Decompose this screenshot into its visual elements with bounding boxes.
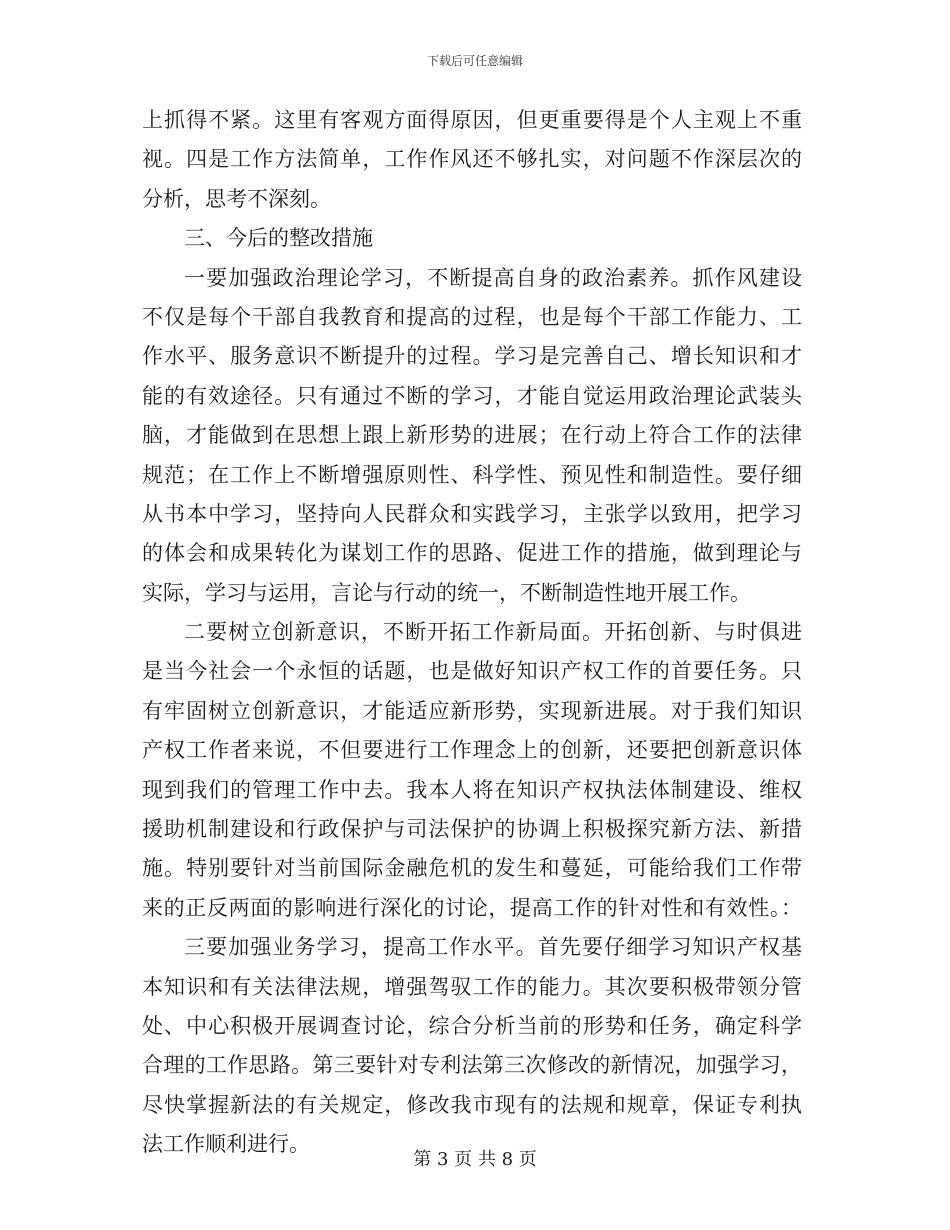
body-text-line: 三、今后的整改措施 [184, 226, 373, 251]
body-text-line: 三要加强业务学习，提高工作水平。首先要仔细学习知识产权基 [184, 935, 802, 960]
body-text-line: 能的有效途径。只有通过不断的学习，才能自觉运用政治理论武装头 [142, 383, 802, 408]
body-text-line: 规范；在工作上不断增强原则性、科学性、预见性和制造性。要仔细 [142, 462, 802, 487]
page-number-footer: 第 3 页 共 8 页 [413, 1149, 537, 1170]
body-text-line: 分析，思考不深刻。 [142, 186, 331, 211]
page-header: 下载后可任意编辑 [426, 54, 523, 68]
body-text-line: 脑，才能做到在思想上跟上新形势的进展；在行动上符合工作的法律 [142, 423, 802, 448]
body-text-line: 二要树立创新意识，不断开拓工作新局面。开拓创新、与时俱进 [184, 620, 802, 645]
body-text-line: 现到我们的管理工作中去。我本人将在知识产权执法体制建设、维权 [142, 777, 802, 802]
body-text-line: 施。特别要针对当前国际金融危机的发生和蔓延，可能给我们工作带 [142, 856, 802, 881]
body-text-line: 上抓得不紧。这里有客观方面得原因，但更重要得是个人主观上不重 [142, 108, 802, 132]
body-text-line: 来的正反两面的影响进行深化的讨论，提高工作的针对性和有效性。： [142, 895, 802, 920]
body-text-line: 合理的工作思路。第三要针对专利法第三次修改的新情况，加强学习， [142, 1053, 802, 1078]
body-text-line: 本知识和有关法律法规，增强驾驭工作的能力。其次要积极带领分管 [142, 974, 802, 999]
body-text-line: 不仅是每个干部自我教育和提高的过程，也是每个干部工作能力、工 [142, 304, 802, 329]
body-text-line: 的体会和成果转化为谋划工作的思路、促进工作的措施，做到理论与 [142, 541, 802, 566]
body-text-line: 视。四是工作方法简单，工作作风还不够扎实，对问题不作深层次的 [142, 147, 802, 172]
body-text-line: 从书本中学习，坚持向人民群众和实践学习，主张学以致用，把学习 [142, 501, 802, 526]
document-body [142, 101, 802, 1165]
body-text-line: 处、中心积极开展调查讨论，综合分析当前的形势和任务，确定科学 [142, 1013, 802, 1038]
body-text-line: 是当今社会一个永恒的话题，也是做好知识产权工作的首要任务。只 [142, 659, 802, 684]
body-text-line: 有牢固树立创新意识，才能适应新形势，实现新进展。对于我们知识 [142, 698, 802, 723]
body-text-line: 实际，学习与运用，言论与行动的统一，不断制造性地开展工作。 [142, 580, 751, 605]
body-text-line: 产权工作者来说，不但要进行工作理念上的创新，还要把创新意识体 [142, 738, 802, 763]
body-text-line: 作水平、服务意识不断提升的过程。学习是完善自己、增长知识和才 [142, 344, 802, 369]
body-text-line: 尽快掌握新法的有关规定，修改我市现有的法规和规章，保证专利执 [142, 1092, 802, 1117]
body-text-line: 一要加强政治理论学习，不断提高自身的政治素养。抓作风建设 [184, 265, 802, 290]
body-text-line: 援助机制建设和行政保护与司法保护的协调上积极探究新方法、新措 [142, 817, 802, 842]
body-text-line: 法工作顺利进行。 [142, 1132, 310, 1157]
